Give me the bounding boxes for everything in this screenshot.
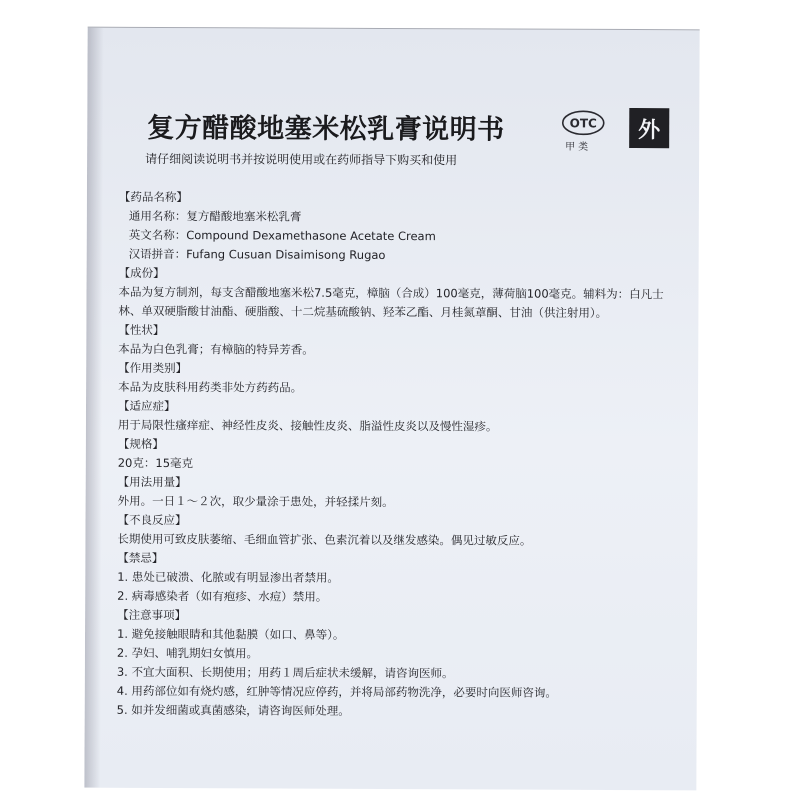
english-name: 英文名称：Compound Dexamethasone Acetate Cream xyxy=(128,227,436,244)
leaflet-subtitle: 请仔细阅读说明书并按说明使用或在药师指导下购买和使用 xyxy=(145,151,458,168)
precaution-item: 5. 如并发细菌或真菌感染，请咨询医师处理。 xyxy=(116,702,350,718)
external-use-badge: 外 xyxy=(629,108,669,148)
section-heading-precautions: 【注意事项】 xyxy=(117,607,187,623)
leaflet-title: 复方醋酸地塞米松乳膏说明书 xyxy=(147,112,505,146)
section-heading-specification: 【规格】 xyxy=(117,436,164,452)
contraindication-item: 1. 患处已破溃、化脓或有明显渗出者禁用。 xyxy=(117,569,339,585)
composition-text: 本品为复方制剂，每支含醋酸地塞米松7.5毫克，樟脑（合成）100毫克，薄荷脑100毫克。辅料为：白凡士林、单双硬脂酸甘油酯、硬脂酸、十二烷基硫酸钠、羟苯乙酯、月桂氮䓬酮、甘油（供注射用）。 xyxy=(118,284,664,320)
precaution-item: 2. 孕妇、哺乳期妇女慎用。 xyxy=(116,645,259,661)
precaution-item: 3. 不宜大面积、长期使用；用药１周后症状未缓解，请咨询医师。 xyxy=(116,664,454,681)
otc-class-label: 甲类 xyxy=(565,141,592,153)
section-heading-composition: 【成份】 xyxy=(118,265,165,281)
section-heading-description: 【性状】 xyxy=(118,322,165,338)
adverse-text: 长期使用可致皮肤萎缩、毛细血管扩张、色素沉着以及继发感染。偶见过敏反应。 xyxy=(117,531,532,548)
precaution-item: 4. 用药部位如有烧灼感，红肿等情况应停药，并将局部药物洗净，必要时向医师咨询。 xyxy=(116,683,557,700)
precaution-item: 1. 避免接触眼睛和其他黏膜（如口、鼻等）。 xyxy=(116,626,345,642)
section-heading-adverse: 【不良反应】 xyxy=(117,512,187,528)
section-heading-category: 【作用类别】 xyxy=(118,360,188,376)
specification-text: 20克：15毫克 xyxy=(117,455,194,471)
indications-text: 用于局限性瘙痒症、神经性皮炎、接触性皮炎、脂溢性皮炎以及慢性湿疹。 xyxy=(117,417,498,434)
generic-name: 通用名称：复方醋酸地塞米松乳膏 xyxy=(128,208,302,224)
dosage-text: 外用。一日１～２次，取少量涂于患处，并轻揉片刻。 xyxy=(117,493,394,510)
otc-mark-text: OTC xyxy=(569,116,597,131)
section-heading-name: 【药品名称】 xyxy=(118,189,188,205)
pinyin-name: 汉语拼音：Fufang Cusuan Disaimisong Rugao xyxy=(128,246,386,262)
leaflet-body xyxy=(117,188,679,722)
section-heading-indications: 【适应症】 xyxy=(117,398,176,414)
contraindication-item: 2. 病毒感染者（如有疱疹、水痘）禁用。 xyxy=(117,588,328,604)
section-heading-contraindications: 【禁忌】 xyxy=(117,550,164,566)
description-text: 本品为白色乳膏；有樟脑的特异芳香。 xyxy=(118,341,314,357)
section-heading-dosage: 【用法用量】 xyxy=(117,474,187,490)
category-text: 本品为皮肤科用药类非处方药药品。 xyxy=(118,379,303,395)
leaflet-paper xyxy=(84,27,699,791)
otc-mark xyxy=(561,110,605,136)
